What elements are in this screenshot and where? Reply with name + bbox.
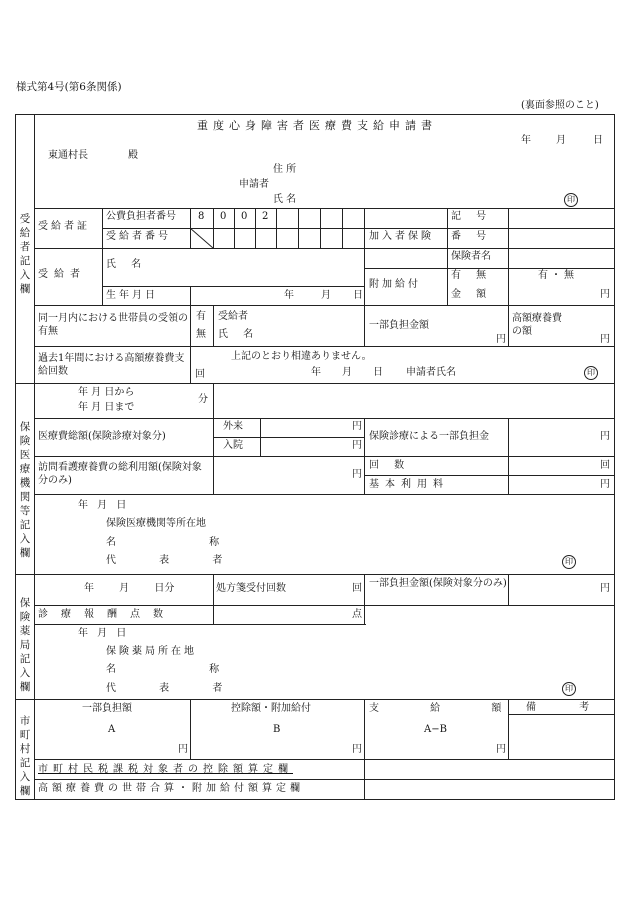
supplement-label: 附加給付: [369, 279, 421, 290]
section-recipient-label: 受給者記入欄: [19, 213, 31, 295]
muni-deduct-label: 控除額・附加給付: [231, 703, 311, 714]
amount-yen: 円: [600, 289, 610, 300]
grid-line: [508, 418, 509, 494]
grid-line: [342, 208, 343, 248]
medical-address-label: 保険医療機関等所在地: [106, 518, 206, 529]
grid-line: [102, 208, 103, 305]
beneficiary-name-label: 氏 名: [218, 329, 260, 340]
tax-calc-label: 市町村民税課税対象者の控除額算定欄: [38, 764, 293, 775]
past-year-times: 回: [195, 369, 205, 380]
grid-line: [34, 346, 614, 347]
address-label: 住 所: [273, 164, 297, 175]
muni-deduct-code: B: [273, 724, 281, 735]
grid-line: [34, 494, 614, 495]
grid-line: [365, 475, 614, 476]
outpatient-yen: 円: [352, 421, 362, 432]
section-divider-1: [15, 383, 615, 384]
grid-line: [102, 286, 364, 287]
inpatient-label: 入院: [223, 440, 243, 451]
dob-year: 年: [284, 290, 294, 301]
addressee-suffix: 殿: [128, 150, 138, 161]
form-title: 重度心身障害者医療費支給申請書: [197, 119, 437, 132]
grid-line: [34, 624, 366, 625]
pharmacy-copay-label: 一部負担金額(保険対象分のみ): [369, 578, 507, 589]
section-divider-2: [15, 574, 615, 575]
grid-line: [213, 208, 214, 248]
medical-date-label: 年 月 日: [78, 500, 130, 511]
times-unit: 回: [600, 460, 610, 471]
recipient-no-label: 受給者番号: [106, 231, 171, 242]
pharmacy-copay-yen: 円: [600, 583, 610, 594]
nursing-yen: 円: [352, 469, 362, 480]
cert-day: 日: [373, 367, 383, 378]
grid-line: [102, 228, 364, 229]
medical-seal: 印: [562, 555, 576, 569]
grid-line: [364, 699, 365, 799]
grid-line: [234, 208, 235, 248]
insurance-label: 加入者保険: [369, 231, 434, 242]
recipient-name-label: 氏 名: [106, 259, 148, 270]
seal-mark: 印: [564, 193, 578, 207]
points-label: 診療報酬点数: [38, 609, 176, 620]
past-year-label: 過去1年間における高額療養費支給回数: [38, 353, 185, 377]
muni-deduct-yen: 円: [352, 744, 362, 755]
dob-day: 日: [353, 290, 363, 301]
copay-label: 一部負担金額: [369, 320, 429, 331]
inpatient-yen: 円: [352, 440, 362, 451]
household-calc-label: 高額療養費の世帯合算・附加給付額算定欄: [38, 783, 304, 794]
grid-line: [213, 437, 365, 438]
ins-copay-yen: 円: [600, 431, 610, 442]
grid-line: [508, 574, 509, 605]
header-day: 日: [593, 135, 603, 146]
grid-line: [364, 418, 365, 494]
grid-line: [34, 305, 614, 306]
frame-right: [614, 114, 615, 799]
times-label: 回 数: [369, 460, 411, 471]
grid-line: [34, 605, 366, 606]
form-number: 様式第4号(第6条関係): [16, 81, 122, 93]
grid-line: [508, 208, 509, 305]
grid-line: [34, 248, 614, 249]
reference-note: (裏面参照のこと): [521, 100, 599, 111]
grid-line: [34, 456, 614, 457]
grid-line: [364, 574, 365, 624]
pharmacy-rep-label: 代 表 者: [106, 683, 223, 694]
applicant-label: 申請者: [239, 179, 269, 190]
payer-digit-4: 2: [262, 211, 269, 222]
muni-copay-yen: 円: [178, 744, 188, 755]
payer-no-label: 公費負担者番号: [106, 211, 176, 222]
cert-label: 受給者証: [38, 221, 90, 232]
grid-line: [213, 574, 214, 624]
payer-digit-3: 0: [241, 211, 248, 222]
amount-label: 金 額: [451, 289, 493, 300]
grid-line: [213, 418, 214, 494]
grid-line: [508, 699, 509, 759]
muni-payment-label: 支 給 額: [369, 703, 502, 714]
outpatient-label: 外来: [223, 421, 243, 432]
payer-digit-1: 8: [198, 211, 205, 222]
recipient-label: 受給者: [38, 269, 86, 280]
section-medical-label: 保険医療機関等記入欄: [19, 421, 31, 559]
section-divider-3: [15, 699, 615, 700]
number-label: 番 号: [451, 231, 493, 242]
pharmacy-date-label: 年 月 日分: [84, 583, 175, 594]
grid-line: [508, 714, 614, 715]
addressee: 東通村長: [48, 150, 88, 161]
grid-line: [508, 305, 509, 346]
certify-text: 上記のとおり相違ありません。: [231, 351, 372, 362]
rx-count-label: 処方箋受付回数: [216, 583, 286, 594]
frame-top: [15, 114, 615, 115]
presence-label: 有 無: [451, 270, 493, 281]
section-municipality-label: 市町村記入欄: [19, 715, 31, 797]
high-cost-yen: 円: [600, 334, 610, 345]
recipient-grid-top: [34, 208, 614, 209]
grid-line: [190, 286, 191, 305]
medical-total-label: 医療費総額(保険診療対象分): [38, 431, 166, 442]
medical-rep-label: 代 表 者: [106, 555, 223, 566]
grid-line: [190, 305, 191, 383]
grid-line: [364, 208, 365, 346]
household-no[interactable]: 無: [196, 329, 206, 340]
symbol-label: 記 号: [451, 211, 493, 222]
grid-line: [34, 759, 614, 760]
basic-fee-yen: 円: [600, 479, 610, 490]
grid-line: [213, 305, 214, 346]
dob-label: 生年月日: [106, 290, 158, 301]
copay-yen: 円: [496, 334, 506, 345]
household-yes[interactable]: 有: [196, 311, 206, 322]
grid-line: [213, 383, 214, 418]
minute-label: 分: [198, 394, 208, 405]
nursing-label: 訪問看護療養費の総利用額(保険対象分のみ): [38, 462, 202, 486]
grid-line: [365, 605, 614, 606]
name-label: 氏 名: [273, 194, 297, 205]
pharmacy-seal: 印: [562, 682, 576, 696]
grid-line: [260, 418, 261, 456]
grid-line: [190, 699, 191, 759]
points-unit: 点: [352, 609, 362, 620]
insurer-label: 保険者名: [451, 251, 491, 262]
household-label: 同一月内における世帯員の受領の有無: [38, 313, 188, 337]
high-cost-label: 高額療養費の額: [512, 313, 562, 337]
grid-line: [365, 268, 614, 269]
muni-copay-label: 一部負担額: [82, 703, 132, 714]
grid-line: [365, 228, 614, 229]
muni-copay-code: A: [108, 724, 116, 735]
pharmacy-address-label: 保険薬局所在地: [106, 646, 197, 657]
section-pharmacy-label: 保険薬局記入欄: [19, 597, 31, 693]
grid-line: [34, 779, 614, 780]
ins-copay-label: 保険診療による一部負担金: [369, 431, 489, 442]
beneficiary-label: 受給者: [218, 311, 248, 322]
muni-payment-code: A−B: [424, 724, 447, 735]
rx-count-unit: 回: [352, 583, 362, 594]
pharmacy-date2-label: 年 月 日: [78, 628, 130, 639]
grid-line: [255, 208, 256, 248]
grid-line: [298, 208, 299, 248]
frame-left: [15, 114, 16, 799]
grid-line: [34, 418, 614, 419]
frame-bottom: [15, 799, 615, 800]
remarks-label: 備 考: [526, 702, 590, 713]
muni-payment-yen: 円: [496, 744, 506, 755]
grid-line: [276, 208, 277, 248]
cert-month: 月: [342, 367, 352, 378]
header-month: 月: [556, 135, 566, 146]
dob-month: 月: [321, 290, 331, 301]
medical-name-label: 名 称: [106, 537, 220, 548]
grid-line: [320, 208, 321, 248]
basic-fee-label: 基本利用料: [369, 479, 449, 490]
header-year: 年: [521, 135, 531, 146]
grid-line: [447, 208, 448, 305]
to-date-label: 年 月 日まで: [78, 402, 135, 413]
applicant-name-label: 申請者氏名: [406, 367, 456, 378]
from-date-label: 年 月 日から: [78, 387, 135, 398]
presence-value[interactable]: 有・無: [538, 270, 577, 281]
cert-seal: 印: [584, 366, 598, 380]
cert-year: 年: [311, 367, 321, 378]
payer-digit-2: 0: [220, 211, 227, 222]
blank-box-slash: [190, 228, 213, 248]
pharmacy-name-label: 名 称: [106, 664, 220, 675]
